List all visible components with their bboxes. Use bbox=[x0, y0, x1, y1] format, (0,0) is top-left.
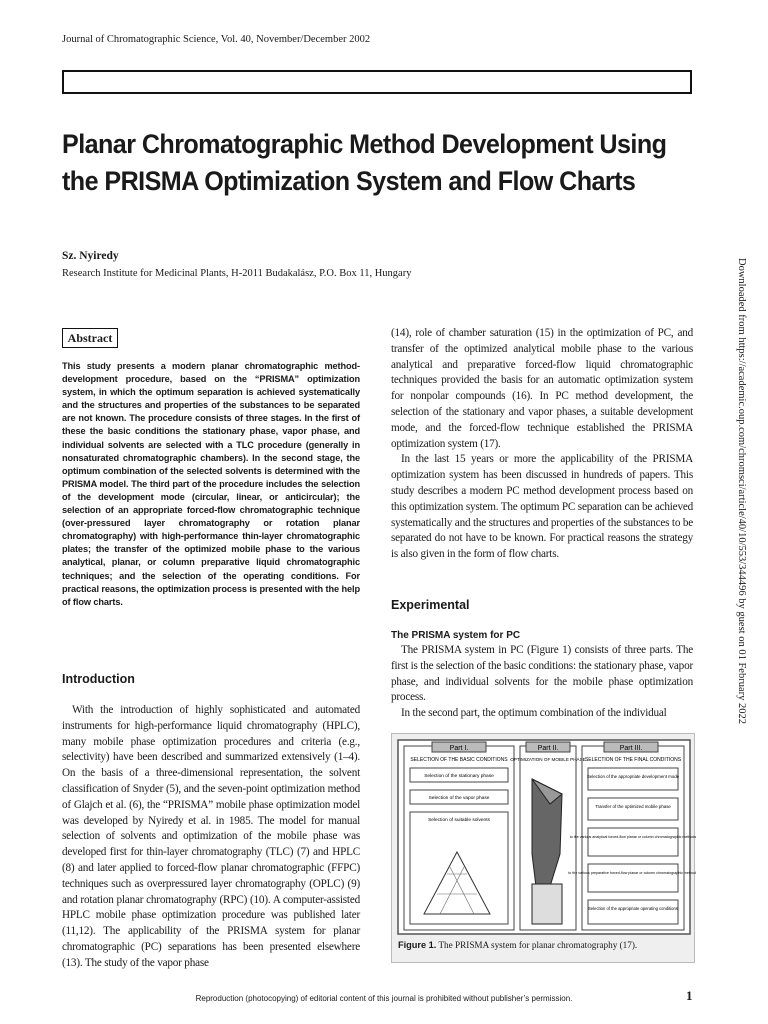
page-number: 1 bbox=[686, 988, 693, 1003]
part2-title: Part II. bbox=[537, 745, 559, 752]
author-affiliation: Research Institute for Medicinal Plants, H-2011 Budakalász, P.O. Box 11, Hungary bbox=[62, 268, 412, 279]
footer-notice: Reproduction (photocopying) of editorial content of this journal is prohibited without publisher’s permission. bbox=[195, 994, 573, 1003]
column2-paragraph-1: (14), role of chamber saturation (15) in the optimization of PC, and transfer of the optimized analytical mobile phase to the various analytical and preparative forced-flow liquid chromatographic techniques provided the basis for an automatic optimization system for nonpolar compounds (16). In PC method development, the selection of the stationary and vapor phases, a suitable development mode, and the forced-flow technique established the PRISMA optimization system (17). bbox=[391, 327, 693, 450]
part1-box-stationary: Selection of the stationary phase bbox=[424, 774, 494, 779]
experimental-paragraph-1: The PRISMA system in PC (Figure 1) consists of three parts. The first is the selection of the basic conditions: the stationary phase, vapor phase, and individual solvents for the mobile phase optimization process. bbox=[391, 644, 693, 704]
part1-heading: SELECTION OF THE BASIC CONDITIONS bbox=[410, 757, 508, 763]
part1-box-vapor: Selection of the vapor phase bbox=[428, 796, 490, 801]
part1-box-solvents: Selection of suitable solvents bbox=[428, 818, 490, 823]
download-watermark-text: Downloaded from https://academic.oup.com/chromsci/article/40/10/553/344496 by guest on 01 February 2022 bbox=[736, 258, 747, 724]
part3-box-transfer: Transfer of the optimized mobile phase bbox=[595, 804, 671, 809]
figure-caption-text: The PRISMA system for planar chromatography (17). bbox=[438, 940, 638, 950]
column2-paragraph-2: In the last 15 years or more the applicability of the PRISMA optimization system has been discussed in hundreds of papers. This study describes a modern PC method development process based on this optimization system. The optimum PC separation can be achieved systematically and the structures and properties of the substances to be separated do not have to be known. For practical reasons the strategy is also given in the form of flow charts. bbox=[391, 453, 693, 561]
part3-box-development: Selection of the appropriate development mode bbox=[586, 774, 680, 779]
paper-title: Planar Chromatographic Method Development Using the PRISMA Optimization System and Flow Charts bbox=[62, 129, 667, 196]
part3-box-analytical: to the various analytical forced-flow planar or column chromatographic methods bbox=[569, 835, 696, 839]
abstract-label: Abstract bbox=[62, 328, 118, 348]
part3-title: Part III. bbox=[619, 745, 643, 752]
figure-1 bbox=[391, 733, 695, 963]
figure-caption bbox=[398, 940, 637, 950]
experimental-paragraph-2: In the second part, the optimum combination of the individual bbox=[401, 707, 667, 720]
experimental-heading: Experimental bbox=[391, 598, 470, 612]
introduction-text: With the introduction of highly sophisticated and automated instruments for high-performance liquid chromatography (HPLC), many mobile phase optimization procedures and criteria (e.g., selectivity) have been described and summarized extensively (1–4). On the basis of a three-dimensional representation, the solvent classification of Snyder (5), and the seven-point optimization method of Glajch et al. (6), the “PRISMA” mobile phase optimization model was developed by Nyiredy et al. in 1985. The model for manual selection of solvents and optimization of the mobile phase was developed first for thin-layer chromatography (TLC) (7) and HPLC (8) and later applied to forced-flow planar chromatographic (FFPC) techniques such as overpressured layer chromatography (OPLC) (9) and rotation planar chromatography (RPC) (10). A computer-assisted HPLC mobile phase optimization procedure was published later (11,12). The applicability of the PRISMA system for planar chromatographic (PC) separations has been presented elsewhere (13). The study of the vapor phase bbox=[62, 704, 360, 969]
part3-box-operating: Selection of the appropriate operating conditions bbox=[588, 906, 678, 911]
figure-caption-label: Figure 1. bbox=[398, 940, 437, 950]
part2-heading: OPTIMIZATION OF MOBILE PHASE bbox=[510, 757, 586, 762]
prisma-subheading: The PRISMA system for PC bbox=[391, 630, 521, 641]
part3-heading: SELECTION OF THE FINAL CONDITIONS bbox=[584, 757, 682, 763]
part3-box-preparative: to the various preparative forced-flow planar or column chromatographic methods bbox=[568, 871, 696, 875]
prisma-model-shape bbox=[532, 779, 562, 924]
experimental-text bbox=[391, 643, 693, 722]
download-watermark bbox=[733, 258, 747, 818]
journal-header: Journal of Chromatographic Science, Vol. 40, November/December 2002 bbox=[62, 34, 371, 45]
title-rule-box bbox=[62, 70, 692, 94]
prisma-flow-chart bbox=[392, 734, 696, 939]
introduction-heading: Introduction bbox=[62, 672, 135, 686]
author-name: Sz. Nyiredy bbox=[62, 250, 119, 262]
column2-text bbox=[391, 326, 693, 563]
part1-title: Part I. bbox=[449, 745, 469, 752]
abstract-text: This study presents a modern planar chromatographic method-development procedure, based on the “PRISMA” optimization system, in which the optimum separation is achieved systematically and the structures and properties of the substances to be separated are not known. The procedure consists of three stages. In the first of these the basic conditions the stationary phase, vapor phase, and individual solvents are selected with a TLC procedure (generally in nonsaturated chromatographic chambers). In the second stage, the optimum combination of the selected solvents is determined with the PRISMA model. The third part of the procedure includes the selection of the development mode (circular, linear, or anticircular); the selection of an appropriate forced-flow chromatographic technique (over-pressured layer chromatography or rotation planar chromatography) with high-performance thin-layer chromatographic plates; the transfer of the optimized mobile phase to the various analytical, planar, or column preparative liquid chromatographic techniques; and the selection of the operating conditions. For practical reasons, the optimization process is presented with the help of flow charts. bbox=[62, 361, 360, 607]
